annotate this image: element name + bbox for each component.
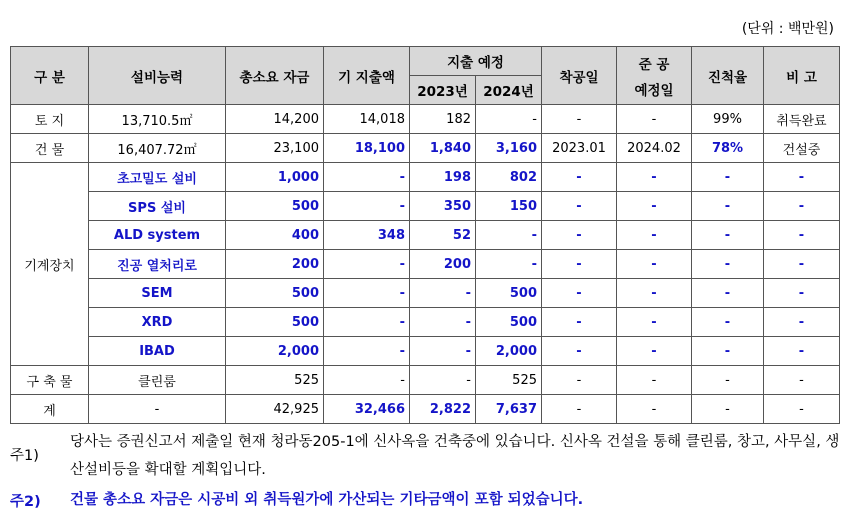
cell-capacity: 초고밀도 설비 <box>89 163 226 192</box>
footnotes <box>10 428 840 511</box>
footnote-text: 당사는 증권신고서 제출일 현재 청라동205-1에 신사옥을 건축중에 있습니다. 신사옥 건설을 통해 클린룸, 창고, 사무실, 생산설비등을 확대할 계획입니다. <box>70 434 840 478</box>
cell-spent: 348 <box>324 221 410 250</box>
cell-total: 200 <box>226 250 324 279</box>
cell-completion: - <box>617 250 692 279</box>
cell-completion: 2024.02 <box>617 134 692 163</box>
investment-table <box>10 46 840 424</box>
cell-2023: 1,840 <box>410 134 476 163</box>
header-planned: 지출 예정 <box>410 47 542 76</box>
cell-2024: - <box>476 105 542 134</box>
cell-start: - <box>542 105 617 134</box>
cell-remarks: - <box>764 250 840 279</box>
cell-total: 2,000 <box>226 337 324 366</box>
cell-start: - <box>542 221 617 250</box>
header-spent: 기 지출액 <box>324 47 410 105</box>
table-row-equipment <box>11 163 840 192</box>
cell-progress: 99% <box>692 105 764 134</box>
cell-total: 14,200 <box>226 105 324 134</box>
cell-progress: - <box>692 279 764 308</box>
cell-2023: 2,822 <box>410 395 476 424</box>
cell-spent: - <box>324 337 410 366</box>
cell-capacity: SPS 설비 <box>89 192 226 221</box>
table-row-equipment <box>11 192 840 221</box>
cell-start: - <box>542 192 617 221</box>
cell-2024: - <box>476 250 542 279</box>
cell-capacity: 클린룸 <box>89 366 226 395</box>
cell-completion: - <box>617 221 692 250</box>
cell-2023: - <box>410 279 476 308</box>
cell-completion: - <box>617 308 692 337</box>
cell-total: 42,925 <box>226 395 324 424</box>
cell-2023: - <box>410 337 476 366</box>
cell-start: - <box>542 366 617 395</box>
header-category: 구 분 <box>11 47 89 105</box>
cell-progress: 78% <box>692 134 764 163</box>
table-row-land <box>11 105 840 134</box>
cell-progress: - <box>692 395 764 424</box>
cell-spent: - <box>324 163 410 192</box>
cell-2023: 52 <box>410 221 476 250</box>
cell-2024: 150 <box>476 192 542 221</box>
cell-completion: - <box>617 163 692 192</box>
cell-start: - <box>542 308 617 337</box>
cell-2024: 802 <box>476 163 542 192</box>
table-row-equipment <box>11 279 840 308</box>
cell-capacity: XRD <box>89 308 226 337</box>
cell-spent: 14,018 <box>324 105 410 134</box>
cell-capacity: SEM <box>89 279 226 308</box>
header-completion-line2: 예정일 <box>634 82 674 99</box>
cell-progress: - <box>692 250 764 279</box>
cell-spent: - <box>324 366 410 395</box>
header-2024: 2024년 <box>476 76 542 105</box>
footnote-1 <box>10 428 840 484</box>
cell-completion: - <box>617 366 692 395</box>
cell-total: 400 <box>226 221 324 250</box>
header-total: 총소요 자금 <box>226 47 324 105</box>
cell-completion: - <box>617 105 692 134</box>
cell-completion: - <box>617 395 692 424</box>
cell-category: 건 물 <box>11 134 89 163</box>
cell-2024: 500 <box>476 308 542 337</box>
cell-start: - <box>542 395 617 424</box>
footnote-label: 주2) <box>10 494 41 510</box>
cell-progress: - <box>692 308 764 337</box>
cell-capacity: 16,407.72㎡ <box>89 134 226 163</box>
cell-group-label: 기계장치 <box>11 163 89 366</box>
footnote-2 <box>10 490 840 511</box>
cell-2024: 500 <box>476 279 542 308</box>
table-row-structure <box>11 366 840 395</box>
table-row-equipment <box>11 337 840 366</box>
cell-2023: 198 <box>410 163 476 192</box>
cell-category: 구 축 물 <box>11 366 89 395</box>
cell-spent: - <box>324 308 410 337</box>
cell-2024: 525 <box>476 366 542 395</box>
cell-start: - <box>542 250 617 279</box>
cell-total: 500 <box>226 192 324 221</box>
cell-2023: 350 <box>410 192 476 221</box>
header-completion-line1: 준 공 <box>638 56 670 73</box>
cell-remarks: - <box>764 163 840 192</box>
cell-spent: 32,466 <box>324 395 410 424</box>
cell-remarks: - <box>764 366 840 395</box>
cell-progress: - <box>692 337 764 366</box>
cell-category: 계 <box>11 395 89 424</box>
cell-spent: - <box>324 192 410 221</box>
footnote-label: 주1) <box>10 448 39 464</box>
cell-completion: - <box>617 279 692 308</box>
cell-2024: 3,160 <box>476 134 542 163</box>
cell-progress: - <box>692 163 764 192</box>
table-row-total <box>11 395 840 424</box>
cell-completion: - <box>617 192 692 221</box>
cell-capacity: 13,710.5㎡ <box>89 105 226 134</box>
unit-label: (단위 : 백만원) <box>741 21 834 37</box>
cell-capacity: ALD system <box>89 221 226 250</box>
header-capacity: 설비능력 <box>89 47 226 105</box>
cell-remarks: - <box>764 192 840 221</box>
cell-2023: - <box>410 308 476 337</box>
cell-total: 23,100 <box>226 134 324 163</box>
cell-2024: 7,637 <box>476 395 542 424</box>
header-remarks: 비 고 <box>764 47 840 105</box>
header-start: 착공일 <box>542 47 617 105</box>
table-row-equipment <box>11 308 840 337</box>
cell-total: 500 <box>226 308 324 337</box>
header-progress: 진척율 <box>692 47 764 105</box>
cell-remarks: 취득완료 <box>764 105 840 134</box>
cell-start: - <box>542 337 617 366</box>
cell-completion: - <box>617 337 692 366</box>
cell-start: - <box>542 163 617 192</box>
cell-2023: - <box>410 366 476 395</box>
cell-spent: 18,100 <box>324 134 410 163</box>
cell-progress: - <box>692 192 764 221</box>
cell-2024: - <box>476 221 542 250</box>
cell-2023: 200 <box>410 250 476 279</box>
cell-remarks: - <box>764 395 840 424</box>
table-row-equipment <box>11 250 840 279</box>
cell-capacity: - <box>89 395 226 424</box>
footnote-text: 건물 총소요 자금은 시공비 외 취득원가에 가산되는 기타금액이 포함 되었습니다. <box>70 492 584 508</box>
cell-progress: - <box>692 221 764 250</box>
cell-total: 1,000 <box>226 163 324 192</box>
header-completion <box>617 47 692 105</box>
cell-category: 토 지 <box>11 105 89 134</box>
cell-remarks: 건설중 <box>764 134 840 163</box>
cell-start: 2023.01 <box>542 134 617 163</box>
cell-remarks: - <box>764 337 840 366</box>
cell-spent: - <box>324 279 410 308</box>
cell-2024: 2,000 <box>476 337 542 366</box>
cell-progress: - <box>692 366 764 395</box>
cell-total: 525 <box>226 366 324 395</box>
cell-capacity: IBAD <box>89 337 226 366</box>
cell-remarks: - <box>764 308 840 337</box>
cell-spent: - <box>324 250 410 279</box>
cell-total: 500 <box>226 279 324 308</box>
cell-capacity: 진공 열처리로 <box>89 250 226 279</box>
table-row-building <box>11 134 840 163</box>
table-row-equipment <box>11 221 840 250</box>
cell-2023: 182 <box>410 105 476 134</box>
cell-remarks: - <box>764 221 840 250</box>
cell-remarks: - <box>764 279 840 308</box>
cell-start: - <box>542 279 617 308</box>
header-2023: 2023년 <box>410 76 476 105</box>
